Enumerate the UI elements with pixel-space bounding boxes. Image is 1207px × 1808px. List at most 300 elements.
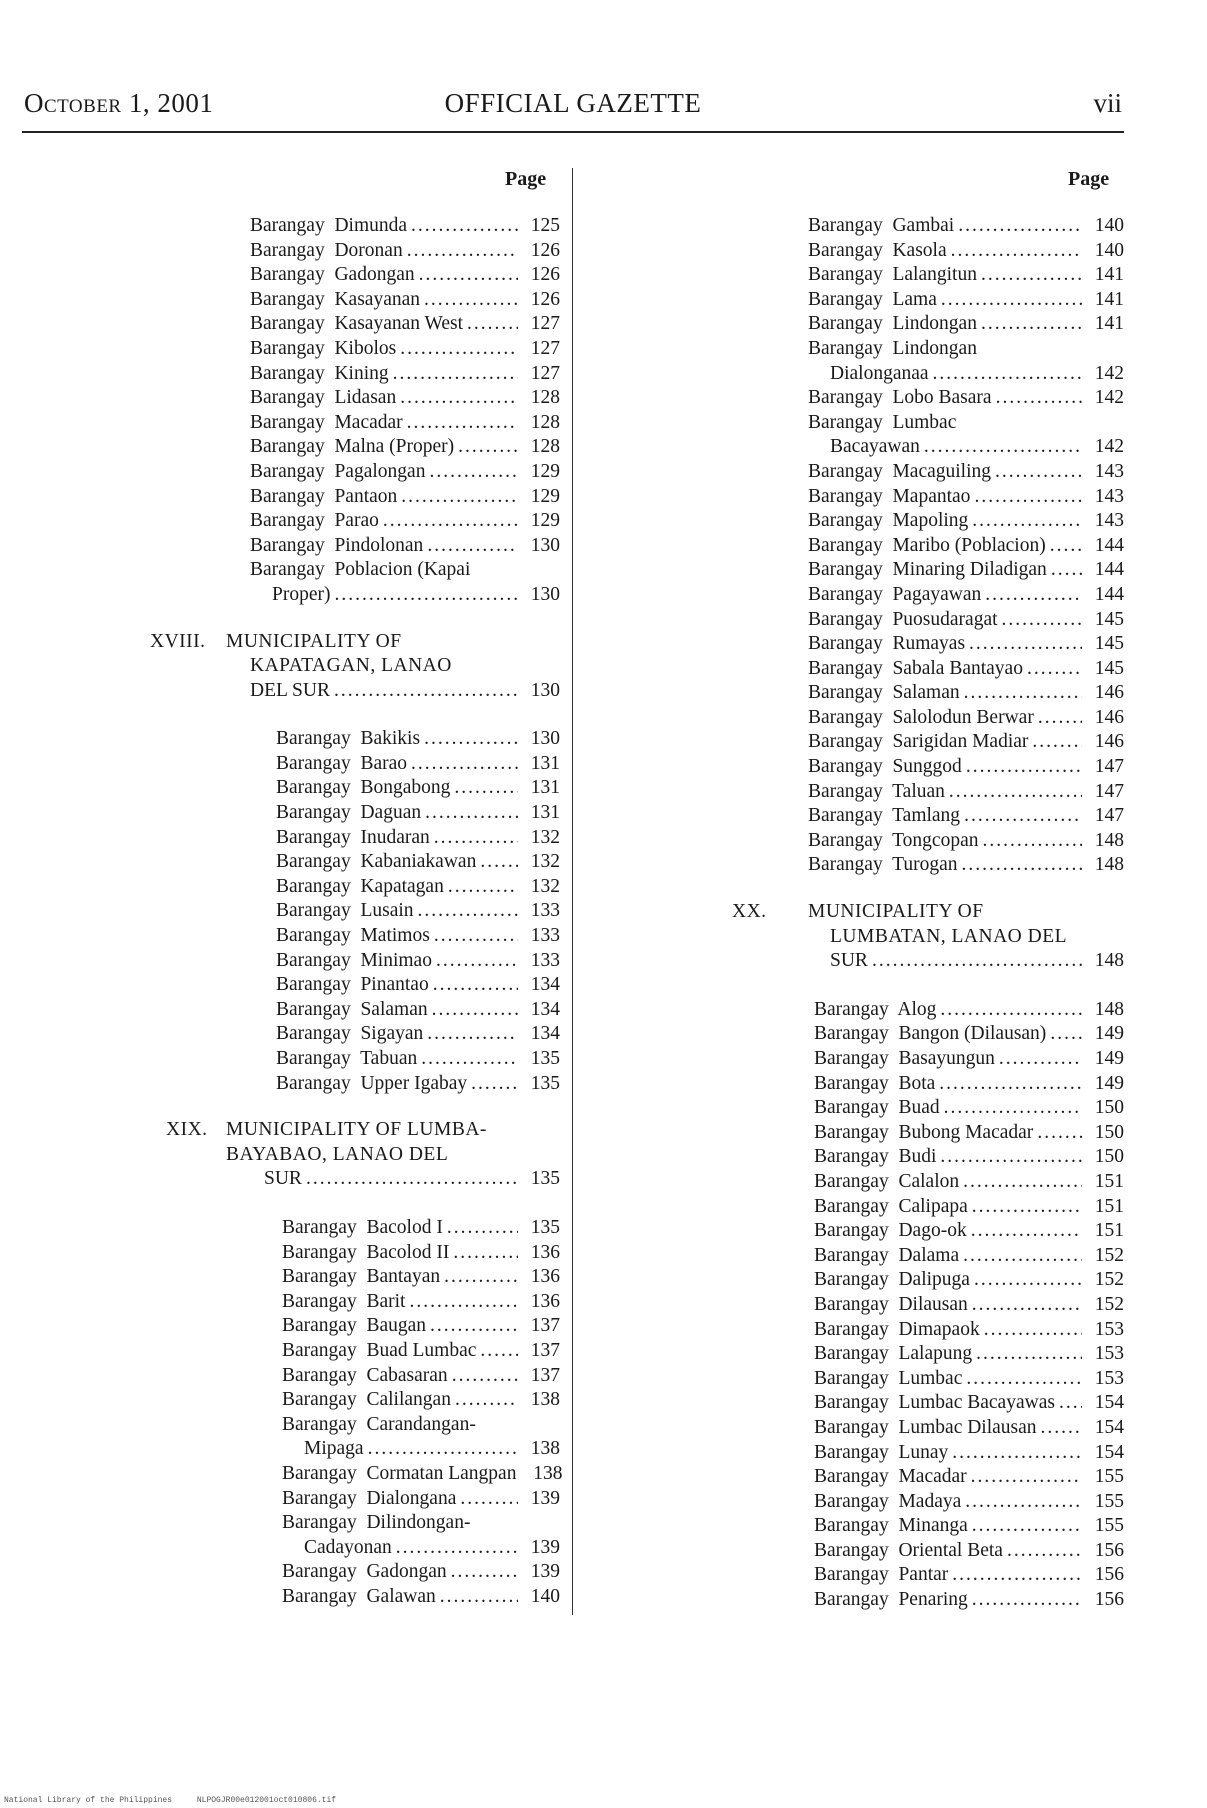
leader-dots bbox=[952, 1441, 1082, 1466]
entry-label: Barangay Sunggod bbox=[808, 756, 962, 778]
entry-page: 147 bbox=[1094, 756, 1124, 778]
municipality-heading bbox=[722, 900, 1124, 925]
entry-label: Cadayonan bbox=[304, 1536, 392, 1558]
entry-page: 139 bbox=[530, 1561, 560, 1583]
index-entry bbox=[140, 485, 560, 510]
entry-label: Barangay Daguan bbox=[276, 802, 422, 824]
entry-label: Barangay Turogan bbox=[808, 854, 958, 876]
entry-list bbox=[722, 998, 1124, 1613]
leader-dots bbox=[1002, 608, 1082, 633]
entry-page: 140 bbox=[1094, 215, 1124, 236]
entry-page: 141 bbox=[1094, 288, 1124, 310]
entry-label: Barangay Lusain bbox=[276, 900, 414, 922]
entry-list bbox=[140, 727, 560, 1096]
entry-label: Barangay Pagalongan bbox=[250, 460, 426, 482]
spacer bbox=[140, 608, 560, 630]
leader-dots bbox=[306, 1167, 518, 1192]
index-entry bbox=[722, 829, 1124, 854]
entry-page: 151 bbox=[1094, 1170, 1124, 1192]
entry-page: 136 bbox=[530, 1266, 560, 1288]
index-entry bbox=[722, 1096, 1124, 1121]
entry-page: 144 bbox=[1094, 559, 1124, 581]
leader-dots bbox=[400, 386, 518, 411]
index-entry bbox=[722, 657, 1124, 682]
leader-dots bbox=[962, 853, 1083, 878]
leader-dots bbox=[972, 1195, 1082, 1220]
entry-page: 145 bbox=[1094, 633, 1124, 655]
entry-page: 140 bbox=[530, 1585, 560, 1607]
entry-label: SUR bbox=[264, 1168, 302, 1190]
leader-dots bbox=[924, 435, 1082, 460]
page-column-heading-left: Page bbox=[505, 168, 547, 190]
entry-label: Barangay Buad Lumbac bbox=[282, 1339, 477, 1361]
entry-page: 151 bbox=[1094, 1195, 1124, 1217]
entry-label: Barangay Lidasan bbox=[250, 387, 397, 409]
leader-dots bbox=[424, 727, 518, 752]
municipality-title: MUNICIPALITY OF bbox=[226, 630, 402, 652]
index-entry bbox=[140, 776, 560, 801]
entry-label: Barangay Barit bbox=[282, 1290, 406, 1312]
index-entry bbox=[722, 288, 1124, 313]
index-entry bbox=[722, 804, 1124, 829]
entry-page: 130 bbox=[530, 679, 560, 701]
entry-page: 127 bbox=[530, 362, 560, 384]
leader-dots bbox=[396, 1536, 518, 1561]
entry-page: 142 bbox=[1094, 436, 1124, 458]
leader-dots bbox=[447, 1216, 518, 1241]
entry-page: 151 bbox=[1094, 1220, 1124, 1242]
index-entry bbox=[722, 239, 1124, 264]
index-entry bbox=[140, 1290, 560, 1315]
leader-dots bbox=[411, 752, 518, 777]
leader-dots bbox=[964, 681, 1082, 706]
index-entry bbox=[140, 509, 560, 534]
entry-list bbox=[722, 386, 1124, 411]
entry-label: Barangay Sabala Bantayao bbox=[808, 657, 1023, 679]
entry-page: 155 bbox=[1094, 1490, 1124, 1512]
entry-page: 154 bbox=[1094, 1441, 1124, 1463]
leader-dots bbox=[434, 924, 518, 949]
entry-page: 152 bbox=[1094, 1293, 1124, 1315]
index-entry bbox=[722, 362, 1124, 387]
entry-label: Barangay Bota bbox=[814, 1072, 936, 1094]
entry-label: Barangay Kining bbox=[250, 362, 389, 384]
leader-dots bbox=[949, 780, 1082, 805]
entry-label: Barangay Bacolod I bbox=[282, 1216, 443, 1238]
index-entry bbox=[140, 312, 560, 337]
leader-dots bbox=[964, 804, 1082, 829]
entry-label: Barangay Lumbac Dilausan bbox=[814, 1416, 1037, 1438]
leader-dots bbox=[419, 263, 518, 288]
leader-dots bbox=[965, 1490, 1082, 1515]
leader-dots bbox=[1051, 558, 1082, 583]
entry-list bbox=[140, 1462, 563, 1511]
leader-dots bbox=[440, 1585, 518, 1610]
entry-page: 146 bbox=[1094, 682, 1124, 704]
entry-label: Barangay Dimunda bbox=[250, 215, 408, 236]
entry-page: 152 bbox=[1094, 1244, 1124, 1266]
index-entry bbox=[140, 752, 560, 777]
entry-label: Barangay Lumbac bbox=[814, 1367, 963, 1389]
index-entry bbox=[722, 730, 1124, 755]
leader-dots bbox=[944, 1096, 1082, 1121]
entry-page: 148 bbox=[1094, 950, 1124, 972]
index-entry bbox=[140, 1047, 560, 1072]
municipality-title-cont: BAYABAO, LANAO DEL bbox=[226, 1143, 449, 1165]
index-entry bbox=[140, 1072, 560, 1097]
library-credit: National Library of the Philippines bbox=[4, 1796, 173, 1805]
index-entry bbox=[140, 1388, 560, 1413]
leader-dots bbox=[454, 776, 518, 801]
entry-page: 142 bbox=[1094, 362, 1124, 384]
index-entry bbox=[722, 1490, 1124, 1515]
column-divider bbox=[572, 168, 573, 1615]
leader-dots bbox=[383, 509, 518, 534]
entry-page: 129 bbox=[530, 485, 560, 507]
page-header bbox=[24, 88, 1122, 128]
index-entry bbox=[140, 1560, 560, 1585]
index-entry bbox=[722, 1441, 1124, 1466]
index-entry bbox=[722, 1367, 1124, 1392]
entry-label: Barangay Minimao bbox=[276, 949, 432, 971]
entry-page: 148 bbox=[1094, 854, 1124, 876]
municipality-title: MUNICIPALITY OF LUMBA- bbox=[226, 1119, 487, 1141]
leader-dots bbox=[436, 949, 518, 974]
entry-page: 137 bbox=[530, 1364, 560, 1386]
entry-list bbox=[722, 214, 1124, 337]
index-entry bbox=[722, 1588, 1124, 1613]
entry-label: Barangay Dialongana bbox=[282, 1487, 457, 1509]
entry-line: Barangay Lindongan bbox=[808, 337, 977, 359]
entry-line: Barangay Lumbac bbox=[808, 411, 957, 433]
index-entry bbox=[722, 1293, 1124, 1318]
entry-label: Barangay Kabaniakawan bbox=[276, 851, 477, 873]
municipality-title-cont: KAPATAGAN, LANAO bbox=[250, 655, 452, 677]
entry-page: 150 bbox=[1094, 1121, 1124, 1143]
index-entry bbox=[140, 1339, 560, 1364]
leader-dots bbox=[1041, 1416, 1082, 1441]
entry-page: 138 bbox=[530, 1389, 560, 1411]
entry-page: 146 bbox=[1094, 706, 1124, 728]
index-entry bbox=[140, 583, 560, 608]
entry-page: 155 bbox=[1094, 1515, 1124, 1537]
leader-dots bbox=[1050, 1022, 1082, 1047]
entry-label: Barangay Lunay bbox=[814, 1441, 949, 1463]
entry-label: Barangay Dalipuga bbox=[814, 1269, 970, 1291]
index-entry bbox=[722, 1318, 1124, 1343]
entry-page: 132 bbox=[530, 875, 560, 897]
entry-label: Barangay Rumayas bbox=[808, 633, 966, 655]
index-entry bbox=[140, 899, 560, 924]
entry-page: 131 bbox=[530, 777, 560, 799]
leader-dots bbox=[452, 1364, 518, 1389]
index-entry bbox=[140, 1462, 563, 1487]
leader-dots bbox=[433, 973, 518, 998]
index-entry bbox=[722, 263, 1124, 288]
index-entry bbox=[140, 1437, 560, 1462]
index-entry bbox=[722, 583, 1124, 608]
index-entry bbox=[722, 1195, 1124, 1220]
entry-page: 147 bbox=[1094, 780, 1124, 802]
entry-label: Barangay Cabasaran bbox=[282, 1364, 448, 1386]
entry-label: Barangay Minanga bbox=[814, 1515, 968, 1537]
leader-dots bbox=[966, 755, 1082, 780]
entry-label: Barangay Bacolod II bbox=[282, 1241, 450, 1263]
municipality-heading bbox=[140, 630, 560, 655]
leader-dots bbox=[966, 1367, 1082, 1392]
municipality-title: MUNICIPALITY OF bbox=[808, 901, 984, 923]
entry-page: 129 bbox=[530, 510, 560, 532]
index-entry bbox=[140, 1487, 560, 1512]
entry-label: Barangay Parao bbox=[250, 510, 379, 532]
publication-title: OFFICIAL GAZETTE bbox=[444, 88, 702, 118]
entry-page: 137 bbox=[530, 1315, 560, 1337]
entry-page: 146 bbox=[1094, 731, 1124, 753]
entry-list bbox=[140, 1560, 560, 1609]
leader-dots bbox=[401, 485, 518, 510]
leader-dots bbox=[480, 850, 518, 875]
index-entry bbox=[722, 534, 1124, 559]
entry-page: 136 bbox=[530, 1290, 560, 1312]
index-entry bbox=[140, 386, 560, 411]
leader-dots bbox=[952, 1563, 1082, 1588]
leader-dots bbox=[334, 583, 518, 608]
municipality-heading bbox=[140, 1118, 560, 1143]
entry-label: Barangay Calilangan bbox=[282, 1389, 451, 1411]
index-entry bbox=[140, 1585, 560, 1610]
entry-page: 144 bbox=[1094, 534, 1124, 556]
entry-page: 148 bbox=[1094, 829, 1124, 851]
index-entry bbox=[722, 1121, 1124, 1146]
entry-page: 133 bbox=[530, 949, 560, 971]
entry-page: 155 bbox=[1094, 1466, 1124, 1488]
entry-label: DEL SUR bbox=[250, 679, 330, 701]
entry-label: Barangay Oriental Beta bbox=[814, 1539, 1003, 1561]
leader-dots bbox=[458, 435, 518, 460]
entry-label: Barangay Bantayan bbox=[282, 1266, 441, 1288]
leader-dots bbox=[1032, 730, 1082, 755]
entry-label: Barangay Bakikis bbox=[276, 728, 421, 750]
index-entry bbox=[140, 1022, 560, 1047]
municipality-numeral: XIX. bbox=[166, 1119, 208, 1141]
leader-dots bbox=[407, 411, 518, 436]
leader-dots bbox=[1038, 706, 1082, 731]
index-entry bbox=[722, 312, 1124, 337]
leader-dots bbox=[951, 239, 1082, 264]
entry-page: 156 bbox=[1094, 1564, 1124, 1586]
entry-list bbox=[140, 214, 560, 558]
entry-label: Barangay Gadongan bbox=[282, 1561, 447, 1583]
leader-dots bbox=[972, 1293, 1082, 1318]
index-entry bbox=[140, 973, 560, 998]
index-entry bbox=[722, 1416, 1124, 1441]
entry-page: 156 bbox=[1094, 1539, 1124, 1561]
entry-page: 134 bbox=[530, 998, 560, 1020]
leader-dots bbox=[448, 875, 518, 900]
entry-label: Barangay Bangon (Dilausan) bbox=[814, 1023, 1047, 1045]
municipality-numeral: XX. bbox=[732, 901, 767, 923]
entry-label: SUR bbox=[830, 950, 868, 972]
entry-page: 153 bbox=[1094, 1367, 1124, 1389]
index-entry bbox=[722, 1514, 1124, 1539]
index-entry bbox=[140, 1364, 560, 1389]
entry-list bbox=[140, 1216, 560, 1413]
entry-label: Barangay Lindongan bbox=[808, 313, 977, 335]
leader-dots bbox=[432, 998, 518, 1023]
leader-dots bbox=[981, 312, 1082, 337]
index-entry bbox=[722, 632, 1124, 657]
leader-dots bbox=[418, 899, 518, 924]
entry-page: 143 bbox=[1094, 485, 1124, 507]
entry-label: Barangay Mapantao bbox=[808, 485, 971, 507]
entry-label: Barangay Buad bbox=[814, 1097, 940, 1119]
entry-label: Barangay Pagayawan bbox=[808, 583, 982, 605]
spacer bbox=[140, 703, 560, 727]
entry-page: 130 bbox=[530, 534, 560, 556]
entry-label: Barangay Gadongan bbox=[250, 264, 415, 286]
index-entry bbox=[140, 1241, 560, 1266]
leader-dots bbox=[407, 239, 518, 264]
leader-dots bbox=[425, 801, 518, 826]
entry-label: Barangay Tamlang bbox=[808, 805, 961, 827]
entry-page: 138 bbox=[530, 1438, 560, 1460]
leader-dots bbox=[411, 214, 518, 239]
leader-dots bbox=[1037, 1121, 1082, 1146]
entry-page: 129 bbox=[530, 460, 560, 482]
index-entry bbox=[140, 239, 560, 264]
entry-page: 142 bbox=[1094, 387, 1124, 409]
leader-dots bbox=[939, 1072, 1082, 1097]
entry-label: Barangay Pantar bbox=[814, 1564, 949, 1586]
entry-page: 141 bbox=[1094, 313, 1124, 335]
index-entry bbox=[140, 1536, 560, 1561]
entry-label: Barangay Barao bbox=[276, 752, 408, 774]
entry-label: Barangay Bubong Macadar bbox=[814, 1121, 1034, 1143]
leader-dots bbox=[427, 534, 518, 559]
leader-dots bbox=[460, 1487, 518, 1512]
leader-dots bbox=[972, 1588, 1082, 1613]
entry-label: Barangay Penaring bbox=[814, 1589, 968, 1611]
leader-dots bbox=[976, 1342, 1082, 1367]
leader-dots bbox=[999, 1047, 1082, 1072]
entry-page: 150 bbox=[1094, 1146, 1124, 1168]
entry-page: 125 bbox=[530, 215, 560, 236]
index-entry bbox=[722, 460, 1124, 485]
entry-page: 132 bbox=[530, 826, 560, 848]
entry-label: Barangay Taluan bbox=[808, 780, 945, 802]
index-entry bbox=[140, 727, 560, 752]
index-entry bbox=[722, 214, 1124, 239]
leader-dots bbox=[963, 1244, 1082, 1269]
entry-label: Barangay Kasayanan West bbox=[250, 313, 464, 335]
entry-label: Barangay Minaring Diladigan bbox=[808, 559, 1047, 581]
index-entry bbox=[140, 1265, 560, 1290]
entry-page: 130 bbox=[530, 728, 560, 750]
entry-page: 141 bbox=[1094, 264, 1124, 286]
index-entry bbox=[140, 435, 560, 460]
entry-page: 145 bbox=[1094, 657, 1124, 679]
leader-dots bbox=[872, 949, 1082, 974]
entry-label: Barangay Dimapaok bbox=[814, 1318, 980, 1340]
left-index-column bbox=[140, 214, 563, 1609]
leader-dots bbox=[974, 485, 1082, 510]
entry-label: Barangay Galawan bbox=[282, 1585, 436, 1607]
index-entry bbox=[722, 1342, 1124, 1367]
leader-dots bbox=[451, 1560, 518, 1585]
municipality-entry bbox=[722, 949, 1124, 974]
leader-dots bbox=[972, 509, 1082, 534]
entry-page: 130 bbox=[530, 583, 560, 605]
entry-page: 143 bbox=[1094, 510, 1124, 532]
index-entry bbox=[140, 214, 560, 239]
entry-page: 145 bbox=[1094, 608, 1124, 630]
entry-label: Barangay Basayungun bbox=[814, 1048, 995, 1069]
index-entry bbox=[140, 337, 560, 362]
index-entry bbox=[722, 1465, 1124, 1490]
leader-dots bbox=[981, 263, 1082, 288]
page-number: vii bbox=[1093, 88, 1122, 118]
entry-label: Barangay Lalapung bbox=[814, 1343, 973, 1365]
index-entry bbox=[140, 924, 560, 949]
index-entry bbox=[722, 1145, 1124, 1170]
entry-label: Barangay Maribo (Poblacion) bbox=[808, 534, 1046, 556]
entry-page: 128 bbox=[530, 387, 560, 409]
entry-label: Proper) bbox=[272, 583, 331, 605]
municipality-title-cont: LUMBATAN, LANAO DEL bbox=[830, 925, 1068, 947]
leader-dots bbox=[971, 1465, 1082, 1490]
entry-page: 127 bbox=[530, 313, 560, 335]
index-entry bbox=[722, 706, 1124, 731]
index-entry bbox=[140, 460, 560, 485]
leader-dots bbox=[480, 1339, 518, 1364]
leader-dots bbox=[958, 214, 1082, 239]
entry-page: 137 bbox=[530, 1339, 560, 1361]
issue-date: October 1, 2001 bbox=[24, 88, 214, 118]
entry-page: 154 bbox=[1094, 1416, 1124, 1438]
index-entry bbox=[722, 509, 1124, 534]
entry-label: Barangay Tabuan bbox=[276, 1048, 418, 1069]
entry-line: Barangay Carandangan- bbox=[282, 1413, 476, 1435]
entry-line: Barangay Poblacion (Kapai bbox=[250, 559, 471, 581]
entry-label: Barangay Budi bbox=[814, 1146, 937, 1168]
leader-dots bbox=[1050, 534, 1082, 559]
entry-page: 148 bbox=[1094, 998, 1124, 1020]
leader-dots bbox=[996, 386, 1082, 411]
leader-dots bbox=[409, 1290, 518, 1315]
leader-dots bbox=[941, 288, 1082, 313]
municipality-numeral: XVIII. bbox=[150, 630, 206, 652]
entry-line: Barangay Dilindongan- bbox=[282, 1512, 471, 1534]
entry-label: Barangay Calipapa bbox=[814, 1195, 968, 1217]
entry-label: Barangay Baugan bbox=[282, 1315, 427, 1337]
page-column-heading-right: Page bbox=[1068, 168, 1110, 190]
entry-label: Barangay Macadar bbox=[250, 411, 403, 433]
entry-list bbox=[722, 460, 1124, 878]
leader-dots bbox=[430, 1314, 518, 1339]
entry-page: 144 bbox=[1094, 583, 1124, 605]
scan-footer bbox=[4, 1796, 356, 1805]
entry-page: 138 bbox=[533, 1462, 563, 1484]
spacer bbox=[140, 1192, 560, 1216]
index-entry bbox=[140, 288, 560, 313]
leader-dots bbox=[453, 1241, 518, 1266]
entry-label: Barangay Sigayan bbox=[276, 1023, 424, 1045]
entry-page: 132 bbox=[530, 851, 560, 873]
entry-label: Barangay Dago-ok bbox=[814, 1220, 967, 1242]
index-entry bbox=[140, 875, 560, 900]
entry-label: Barangay Kapatagan bbox=[276, 875, 444, 897]
index-entry bbox=[140, 998, 560, 1023]
